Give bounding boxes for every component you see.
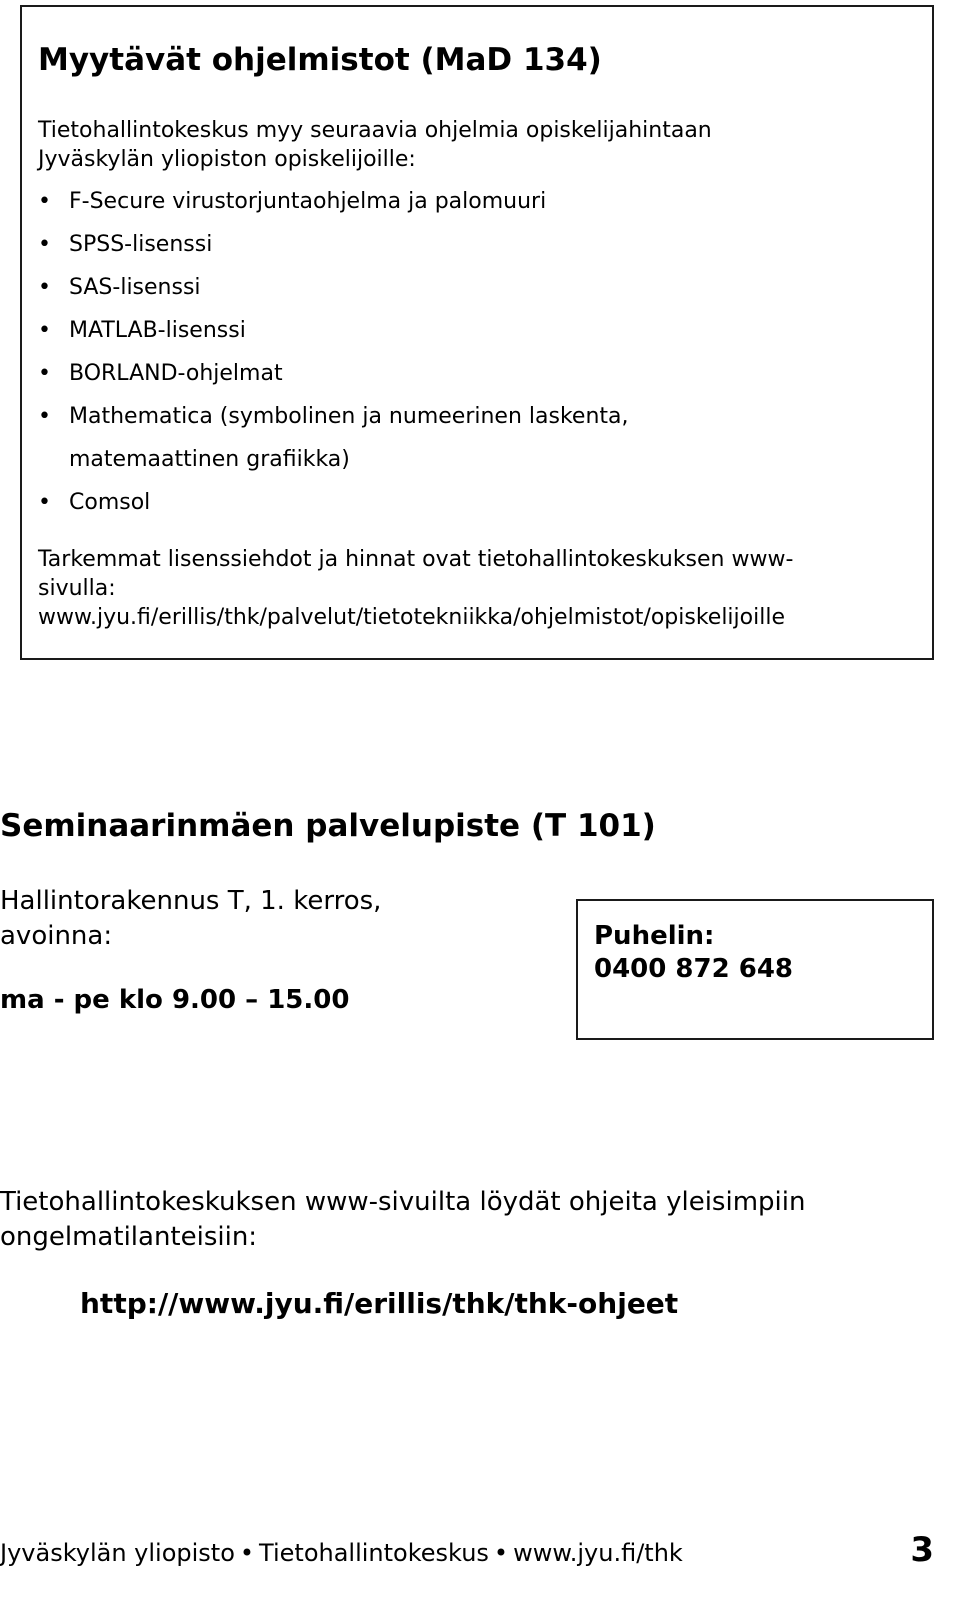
list-item (38, 266, 629, 309)
software-intro-line: Tietohallintokeskus myy seuraavia ohjelmia opiskelijahintaan (38, 118, 712, 143)
list-item-label-continued: matemaattinen grafiikka) (69, 447, 350, 472)
bullet-icon: • (38, 275, 51, 300)
footer-department: Tietohallintokeskus (259, 1539, 489, 1567)
footer-university: Jyväskylän yliopisto (0, 1539, 235, 1567)
help-url-link[interactable]: http://www.jyu.fi/erillis/thk/thk-ohjeet (80, 1287, 679, 1320)
phone-number: 0400 872 648 (594, 954, 794, 984)
help-text (0, 1185, 805, 1255)
list-item-label: BORLAND-ohjelmat (69, 361, 283, 386)
phone-info (594, 920, 793, 986)
software-intro-line: Jyväskylän yliopiston opiskelijoille: (38, 147, 416, 172)
page-number: 3 (910, 1530, 934, 1570)
software-intro (38, 116, 712, 174)
bullet-icon: • (38, 404, 51, 429)
opening-hours: ma - pe klo 9.00 – 15.00 (0, 985, 350, 1015)
help-line: Tietohallintokeskuksen www-sivuilta löydät ohjeita yleisimpiin (0, 1187, 806, 1217)
software-section-title: Myytävät ohjelmistot (MaD 134) (38, 42, 602, 78)
license-details-line: sivulla: (38, 576, 116, 601)
bullet-icon: • (38, 318, 51, 343)
page-footer (0, 1530, 934, 1573)
list-item (38, 352, 629, 395)
list-item (38, 481, 629, 524)
bullet-icon: • (38, 361, 51, 386)
list-item-label: SAS-lisenssi (69, 275, 201, 300)
list-item-label: F-Secure virustorjuntaohjelma ja palomuuri (69, 189, 547, 214)
bullet-icon: • (38, 232, 51, 257)
list-item (38, 309, 629, 352)
list-item (38, 180, 629, 223)
address-line: avoinna: (0, 921, 113, 951)
bullet-icon: • (38, 490, 51, 515)
list-item-label: Mathematica (symbolinen ja numeerinen laskenta, (69, 404, 629, 429)
software-list (38, 180, 629, 524)
list-item-label: Comsol (69, 490, 151, 515)
service-point-title: Seminaarinmäen palvelupiste (T 101) (0, 808, 656, 844)
license-url[interactable]: www.jyu.fi/erillis/thk/palvelut/tietotekniikka/ohjelmistot/opiskelijoille (38, 605, 785, 630)
list-item-label: SPSS-lisenssi (69, 232, 213, 257)
list-item (38, 395, 629, 481)
help-line: ongelmatilanteisiin: (0, 1222, 258, 1252)
license-details (38, 545, 793, 632)
bullet-icon: • (38, 189, 51, 214)
phone-label: Puhelin: (594, 921, 715, 951)
license-details-line: Tarkemmat lisenssiehdot ja hinnat ovat tietohallintokeskuksen www- (38, 547, 794, 572)
list-item (38, 223, 629, 266)
address-line: Hallintorakennus T, 1. kerros, (0, 886, 382, 916)
footer-separator-icon: • (239, 1539, 255, 1567)
list-item-label: MATLAB-lisenssi (69, 318, 246, 343)
service-point-address (0, 884, 381, 954)
footer-separator-icon: • (493, 1539, 509, 1567)
footer-website-link[interactable]: www.jyu.fi/thk (513, 1539, 683, 1567)
